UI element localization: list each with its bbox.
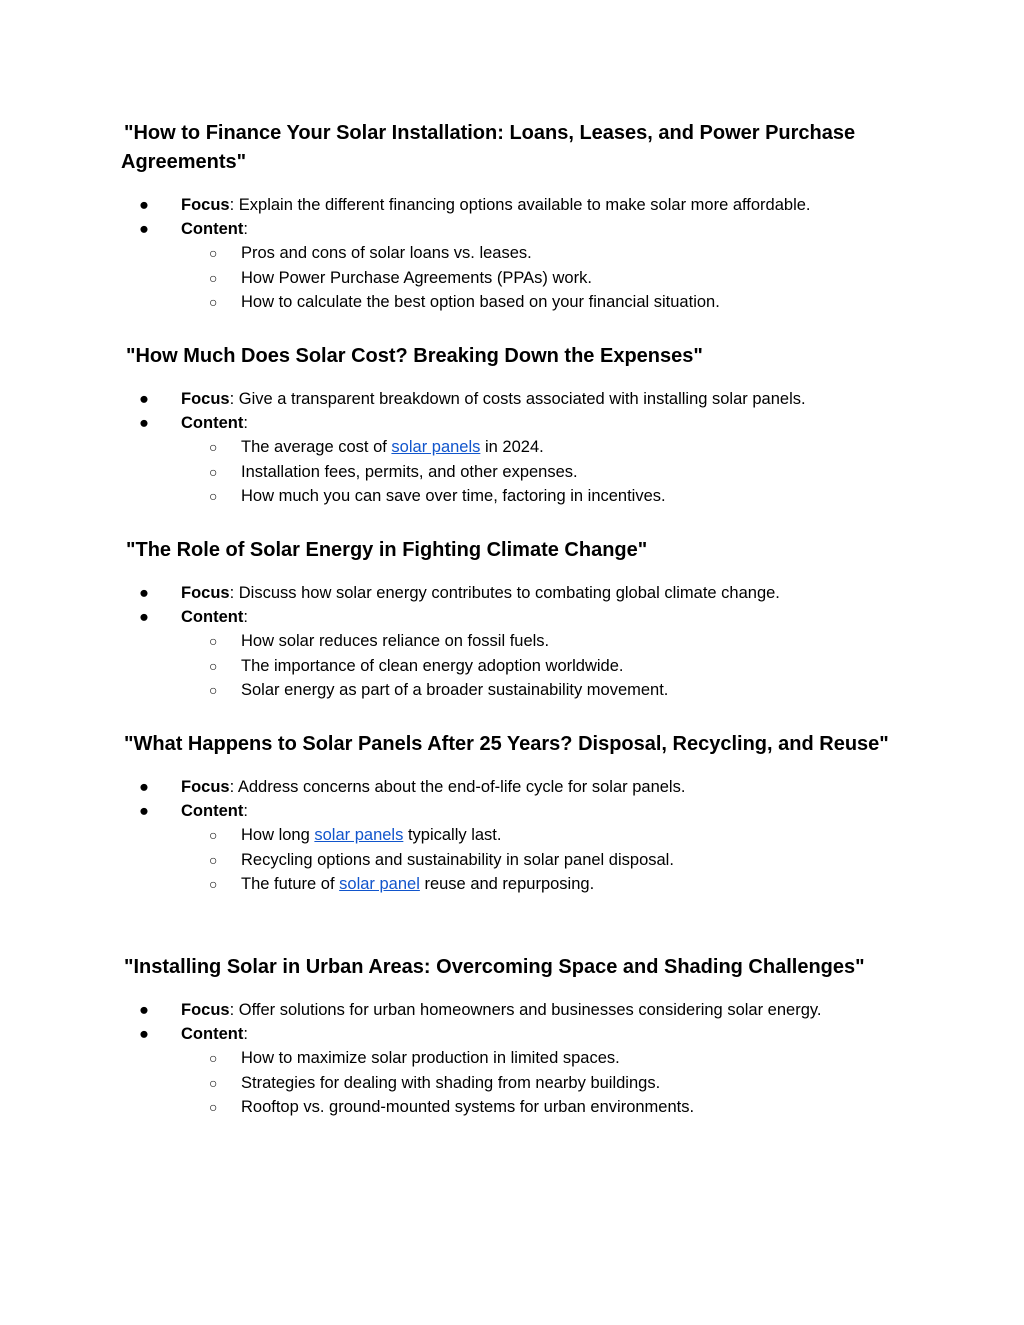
focus-text: : Give a transparent breakdown of costs associated with installing solar panels. (229, 390, 806, 408)
item-text-after: typically last. (403, 826, 502, 845)
item-text: Strategies for dealing with shading from nearby buildings. (241, 1073, 661, 1092)
focus-item (121, 387, 921, 411)
bullet-circle: ○ (209, 851, 218, 868)
list-item (121, 678, 921, 702)
list-item (121, 1095, 921, 1119)
bullet-circle: ○ (209, 269, 218, 286)
bullet-circle: ○ (209, 875, 218, 892)
bullet-circle: ○ (209, 827, 218, 844)
section-heading: "How to Finance Your Solar Installation: Loans, Leases, and Power Purchase Agreements" (121, 122, 856, 173)
content-label: Content (181, 802, 244, 821)
solar-panel-link[interactable]: solar panel (339, 874, 420, 893)
bullet-circle: ○ (209, 657, 218, 674)
section-heading: "What Happens to Solar Panels After 25 Years? Disposal, Recycling, and Reuse" (124, 733, 889, 755)
section-cost (121, 342, 921, 508)
content-item (121, 411, 921, 435)
focus-item (121, 775, 921, 799)
item-text: Recycling options and sustainability in solar panel disposal. (241, 850, 674, 869)
bullet-dot: ● (139, 584, 149, 602)
item-text: How Power Purchase Agreements (PPAs) work. (241, 268, 592, 287)
item-text: Solar energy as part of a broader sustainability movement. (241, 680, 669, 699)
content-item (121, 799, 921, 823)
section-heading: "The Role of Solar Energy in Fighting Climate Change" (126, 539, 648, 561)
item-text: Rooftop vs. ground-mounted systems for urban environments. (241, 1097, 695, 1116)
list-item (121, 629, 921, 653)
focus-text: : Address concerns about the end-of-life cycle for solar panels. (229, 778, 686, 796)
content-label: Content (181, 414, 244, 433)
focus-label: Focus (181, 778, 230, 796)
bullet-circle: ○ (209, 1074, 218, 1091)
content-item (121, 605, 921, 629)
bullet-dot: ● (139, 802, 149, 821)
list-item (121, 435, 921, 459)
focus-text: : Explain the different financing options available to make solar more affordable. (229, 196, 811, 214)
item-text: The future of (241, 874, 340, 893)
focus-item (121, 581, 921, 605)
list-item (121, 266, 921, 290)
list-item (121, 1071, 921, 1095)
list-item (121, 848, 921, 872)
list-item (121, 484, 921, 508)
bullet-circle: ○ (209, 487, 218, 504)
content-item (121, 1022, 921, 1046)
item-text: The importance of clean energy adoption worldwide. (241, 656, 624, 675)
list-item (121, 872, 921, 896)
solar-panels-link[interactable]: solar panels (391, 438, 481, 457)
focus-label: Focus (181, 1001, 230, 1019)
section-heading: "Installing Solar in Urban Areas: Overcoming Space and Shading Challenges" (124, 956, 865, 978)
item-text-after: in 2024. (480, 438, 544, 457)
solar-panels-link[interactable]: solar panels (314, 826, 404, 845)
list-item (121, 241, 921, 265)
item-text: Installation fees, permits, and other expenses. (241, 462, 578, 481)
bullet-circle: ○ (209, 463, 218, 480)
focus-label: Focus (181, 196, 230, 214)
item-text: How solar reduces reliance on fossil fuels. (241, 632, 550, 651)
bullet-dot: ● (139, 608, 149, 627)
bullet-dot: ● (139, 414, 149, 433)
section-climate (121, 536, 921, 702)
focus-text: : Discuss how solar energy contributes to combating global climate change. (229, 584, 780, 602)
content-label: Content (181, 220, 244, 239)
bullet-dot: ● (139, 1001, 149, 1019)
item-text-after: reuse and repurposing. (419, 874, 595, 893)
content-label: Content (181, 1025, 244, 1044)
bullet-circle: ○ (209, 681, 218, 698)
bullet-dot: ● (139, 778, 149, 796)
bullet-circle: ○ (209, 1050, 218, 1067)
section-financing (121, 119, 921, 314)
bullet-dot: ● (139, 390, 149, 408)
list-item (121, 290, 921, 314)
focus-label: Focus (181, 584, 230, 602)
section-list (121, 998, 921, 1119)
item-text: How much you can save over time, factoring in incentives. (241, 486, 666, 505)
section-end-of-life (121, 730, 921, 896)
list-item (121, 460, 921, 484)
focus-text: : Offer solutions for urban homeowners and businesses considering solar energy. (229, 1001, 822, 1019)
focus-item (121, 998, 921, 1022)
section-list (121, 775, 921, 896)
content-colon: : (243, 1025, 248, 1044)
section-list (121, 193, 921, 314)
content-colon: : (243, 220, 248, 239)
section-list (121, 581, 921, 702)
list-item (121, 823, 921, 847)
item-text: How to maximize solar production in limited spaces. (241, 1049, 620, 1068)
content-label: Content (181, 608, 244, 627)
bullet-circle: ○ (209, 293, 218, 310)
section-heading: "How Much Does Solar Cost? Breaking Down the Expenses" (126, 345, 703, 367)
bullet-dot: ● (139, 220, 149, 239)
list-item (121, 1046, 921, 1070)
item-text: The average cost of (241, 438, 392, 457)
bullet-dot: ● (139, 1025, 149, 1044)
section-list (121, 387, 921, 508)
section-urban (121, 953, 921, 1119)
content-item (121, 217, 921, 241)
focus-label: Focus (181, 390, 230, 408)
item-text: Pros and cons of solar loans vs. leases. (241, 244, 532, 263)
content-colon: : (243, 802, 248, 821)
bullet-dot: ● (139, 196, 149, 214)
content-colon: : (243, 608, 248, 627)
item-text: How to calculate the best option based on your financial situation. (241, 292, 720, 311)
bullet-circle: ○ (209, 245, 218, 262)
bullet-circle: ○ (209, 1098, 218, 1115)
bullet-circle: ○ (209, 439, 218, 456)
bullet-circle: ○ (209, 633, 218, 650)
list-item (121, 654, 921, 678)
focus-item (121, 193, 921, 217)
content-colon: : (243, 414, 248, 433)
item-text: How long (241, 826, 315, 845)
